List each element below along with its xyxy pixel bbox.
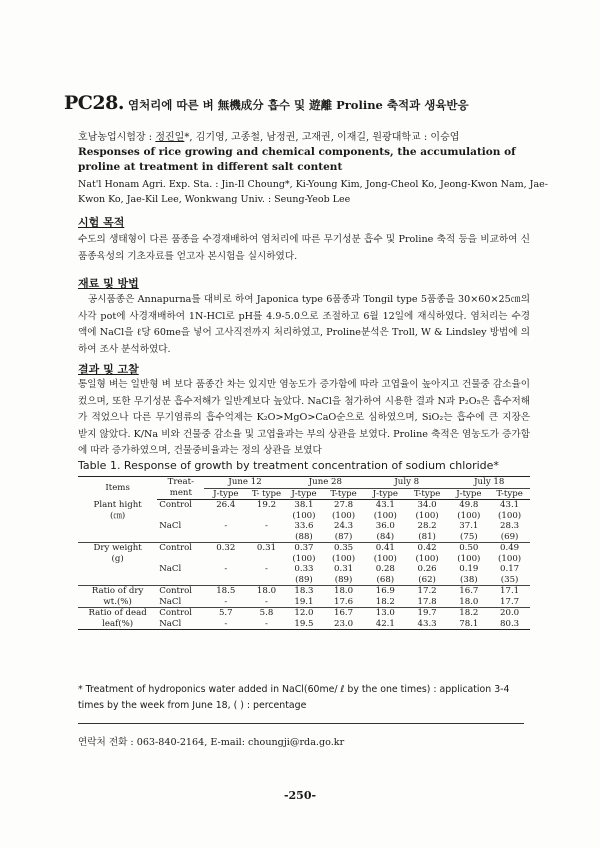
cell: 28.2 (417, 521, 437, 531)
cell: (100) (292, 510, 316, 521)
cell: 0.37 (286, 543, 322, 554)
cell: 0.41 (365, 543, 406, 554)
cell: (100) (457, 553, 481, 564)
row-unit: (㎝) (109, 510, 126, 521)
cell: 13.0 (365, 608, 406, 619)
cell: 19.5 (286, 619, 322, 630)
paper-code: PC28. (64, 92, 124, 114)
cell: 78.1 (449, 619, 490, 630)
cell: 18.2 (449, 608, 490, 619)
cell: - (224, 521, 228, 531)
english-title: Responses of rice growing and chemical components, the accumulation of proline at treatment in different salt content (78, 146, 516, 173)
purpose-text: 수도의 생태형이 다른 품종을 수경재배하여 염처리에 따른 무기성분 흡수 및 Proline 축적 등을 비교하여 신품종육성의 기초자료를 얻고자 본시험을 실시하였다. (78, 234, 530, 262)
divider (78, 723, 524, 724)
cell: 5.7 (204, 608, 247, 619)
table-row (78, 500, 530, 511)
treatment-label: Control (157, 543, 204, 554)
cell: (81) (418, 531, 436, 542)
subheader-type: T- type (247, 488, 286, 500)
cell: (75) (460, 531, 478, 542)
header-date: July 18 (449, 477, 531, 489)
cell: 12.0 (286, 608, 322, 619)
cell: 19.7 (406, 608, 449, 619)
header-date: July 8 (365, 477, 449, 489)
table-row (78, 608, 530, 619)
cell: 17.2 (406, 586, 449, 597)
cell: 18.3 (286, 586, 322, 597)
paper-title (64, 92, 564, 114)
growth-response-table (78, 476, 530, 630)
cell: 0.28 (375, 564, 395, 574)
cell: 37.1 (459, 521, 479, 531)
header-items: Items (78, 477, 157, 500)
cell: 18.0 (322, 586, 365, 597)
cell: - (247, 619, 286, 630)
table-footnote: * Treatment of hydroponics water added in NaCl(60me/ ℓ by the one times) : application 3-4 times by the week from June 18, ( ) : percentage (78, 684, 510, 711)
paper-title-text: 염처리에 따른 벼 無機成分 흡수 및 遊離 Proline 축적과 생육반응 (127, 98, 469, 112)
co-authors: *, 김기영, 고종철, 남정권, 고재권, 이재길, 원광대학교 : 이승엽 (184, 132, 460, 143)
purpose-heading: 시험 목적 (78, 216, 125, 229)
treatment-label: NaCl (159, 596, 182, 607)
cell: - (204, 619, 247, 630)
subheader-type: J-type (365, 488, 406, 500)
cell: 24.3 (334, 521, 354, 531)
treatment-label: Control (157, 586, 204, 597)
cell: 18.2 (375, 596, 395, 607)
row-label: Dry weight (78, 543, 157, 554)
table-row (78, 532, 530, 543)
table-row (78, 564, 530, 575)
cell: (100) (415, 553, 439, 564)
cell: 17.6 (334, 596, 354, 607)
table-row (78, 521, 530, 532)
cell: (89) (334, 574, 353, 585)
cell: 80.3 (489, 619, 530, 630)
cell: 18.5 (204, 586, 247, 597)
lead-author: 정진일 (155, 132, 185, 143)
subheader-type: T-type (406, 488, 449, 500)
cell: 0.42 (406, 543, 449, 554)
subheader-type: T-type (322, 488, 365, 500)
cell: 20.0 (489, 608, 530, 619)
cell: 0.50 (449, 543, 490, 554)
cell: (89) (295, 574, 313, 585)
cell: (100) (498, 510, 522, 521)
table-row (78, 619, 530, 630)
table-caption: Table 1. Response of growth by treatment concentration of sodium chloride* (78, 459, 499, 472)
cell: (69) (500, 531, 519, 542)
treatment-label: Control (159, 500, 193, 510)
english-authors: Nat'l Honam Agri. Exp. Sta. : Jin-Il Choung*, Ki-Young Kim, Jong-Cheol Ko, Jeong-Kwon Nam, Jae-Kwon Ko, Jae-Kil Lee, Wonkwang Univ. : Seung-Yeob Lee (78, 179, 548, 205)
table-row (78, 554, 530, 565)
cell: - (265, 596, 268, 607)
cell: (84) (376, 531, 395, 542)
header-treatment: Treat- (157, 477, 204, 489)
row-label: Plant hight (93, 499, 142, 510)
subheader-type: J-type (286, 488, 322, 500)
cell: (100) (415, 510, 439, 521)
cell: 42.1 (365, 619, 406, 630)
subheader-type: J-type (204, 488, 247, 500)
cell: 28.3 (500, 521, 520, 531)
header-treatment-2: ment (157, 488, 204, 500)
cell: 0.49 (489, 543, 530, 554)
treatment-label: NaCl (159, 521, 182, 531)
cell: 0.19 (459, 564, 479, 574)
cell: (68) (376, 574, 395, 585)
cell: 19.2 (256, 500, 277, 510)
cell: 0.32 (204, 543, 247, 554)
methods-heading: 재료 및 방법 (78, 277, 139, 290)
page-number: -250- (283, 789, 317, 802)
subheader-type: J-type (449, 488, 490, 500)
cell: 43.1 (375, 500, 395, 510)
cell: 43.1 (500, 500, 520, 510)
results-heading: 결과 및 고찰 (78, 363, 139, 376)
methods-text: 공시품종은 Annapurna를 대비로 하여 Japonica type 6품종과 Tongil type 5품종을 30×60×25㎝의 사각 pot에 사경재배하여 1N-HCl로 pH를 4.9-5.0으로 조절하고 6월 12일에 재식하였다. 염처리는 수경액에 NaCl을 ℓ당 60me을 넣어 고사직전까지 처리하였고, Proline분석은 Troll, W & Lindsley 방법에 의하여 조사 분석하였다. (78, 294, 530, 355)
cell: 16.7 (322, 608, 365, 619)
row-unit: (g) (111, 553, 124, 564)
table-row (78, 511, 530, 522)
cell: 43.3 (406, 619, 449, 630)
authors-affiliation: 호남농업시험장 : (78, 132, 156, 143)
cell: 36.0 (375, 521, 395, 531)
table-row (78, 575, 530, 586)
cell: - (224, 596, 228, 607)
cell: (100) (292, 553, 316, 564)
treatment-label: NaCl (157, 619, 204, 630)
cell: (100) (457, 510, 481, 521)
cell: 0.31 (334, 564, 354, 574)
subheader-type: T-type (489, 488, 530, 500)
cell: (100) (373, 510, 397, 521)
cell: 17.8 (417, 596, 437, 607)
table-row (78, 586, 530, 597)
cell: 17.1 (489, 586, 530, 597)
cell: 38.1 (294, 500, 314, 510)
cell: 27.8 (334, 500, 354, 510)
cell: - (265, 521, 268, 531)
cell: (100) (373, 553, 397, 564)
cell: (88) (295, 531, 313, 542)
cell: 0.17 (500, 564, 520, 574)
cell: 23.0 (322, 619, 365, 630)
row-unit: wt.(%) (103, 596, 132, 607)
table-row (78, 543, 530, 554)
cell: 0.26 (417, 564, 437, 574)
cell: 49.8 (459, 500, 479, 510)
table-header-row (78, 477, 530, 489)
cell: (100) (332, 553, 356, 564)
cell: 18.0 (247, 586, 286, 597)
cell: (100) (332, 510, 356, 521)
cell: 0.35 (322, 543, 365, 554)
header-date: June 12 (204, 477, 285, 489)
results-text: 통일형 벼는 일반형 벼 보다 품종간 차는 있지만 염농도가 증가함에 따라 고엽율이 높아지고 건물중 감소율이 컸으며, 또한 무기성분 흡수저해가 일반계보다 높았다. NaCl을 첨가하여 시용한 결과 N과 P₂O₅은 흡수저해가 적었으나 다른 무기염류의 흡수억제는 K₂O>MgO>CaO순으로 심하였으며, SiO₂는 흡수에 큰 지장은 받지 않았다. K/Na 비와 건물중 감소율 및 고엽율과는 부의 상관을 보였다. Proline 축적은 염농도가 증가함에 따라 증가하였으며, 건물중비율과는 정의 상관을 보였다 (78, 379, 530, 456)
cell: (35) (500, 574, 519, 585)
cell: 18.0 (459, 596, 479, 607)
cell: (38) (460, 574, 478, 585)
korean-authors (78, 128, 459, 143)
cell: 34.0 (417, 500, 437, 510)
cell: 17.7 (500, 596, 520, 607)
row-label: Ratio of dry (78, 586, 157, 597)
cell: 16.9 (365, 586, 406, 597)
contact-info: 연락처 전화 : 063-840-2164, E-mail: choungji@rda.go.kr (78, 737, 345, 748)
header-date: June 28 (286, 477, 365, 489)
cell: (87) (334, 531, 353, 542)
cell: 0.31 (247, 543, 286, 554)
cell: 26.4 (216, 500, 236, 510)
cell: 5.8 (247, 608, 286, 619)
cell: - (265, 564, 268, 574)
cell: 19.1 (294, 596, 314, 607)
cell: - (224, 564, 228, 574)
cell: 16.7 (449, 586, 490, 597)
table-row (78, 597, 530, 608)
cell: (62) (418, 574, 436, 585)
cell: 0.33 (294, 564, 314, 574)
row-unit: leaf(%) (78, 619, 157, 630)
cell: (100) (498, 553, 522, 564)
row-label: Ratio of dead (78, 608, 157, 619)
treatment-label: NaCl (159, 564, 182, 574)
treatment-label: Control (157, 608, 204, 619)
cell: 33.6 (294, 521, 314, 531)
